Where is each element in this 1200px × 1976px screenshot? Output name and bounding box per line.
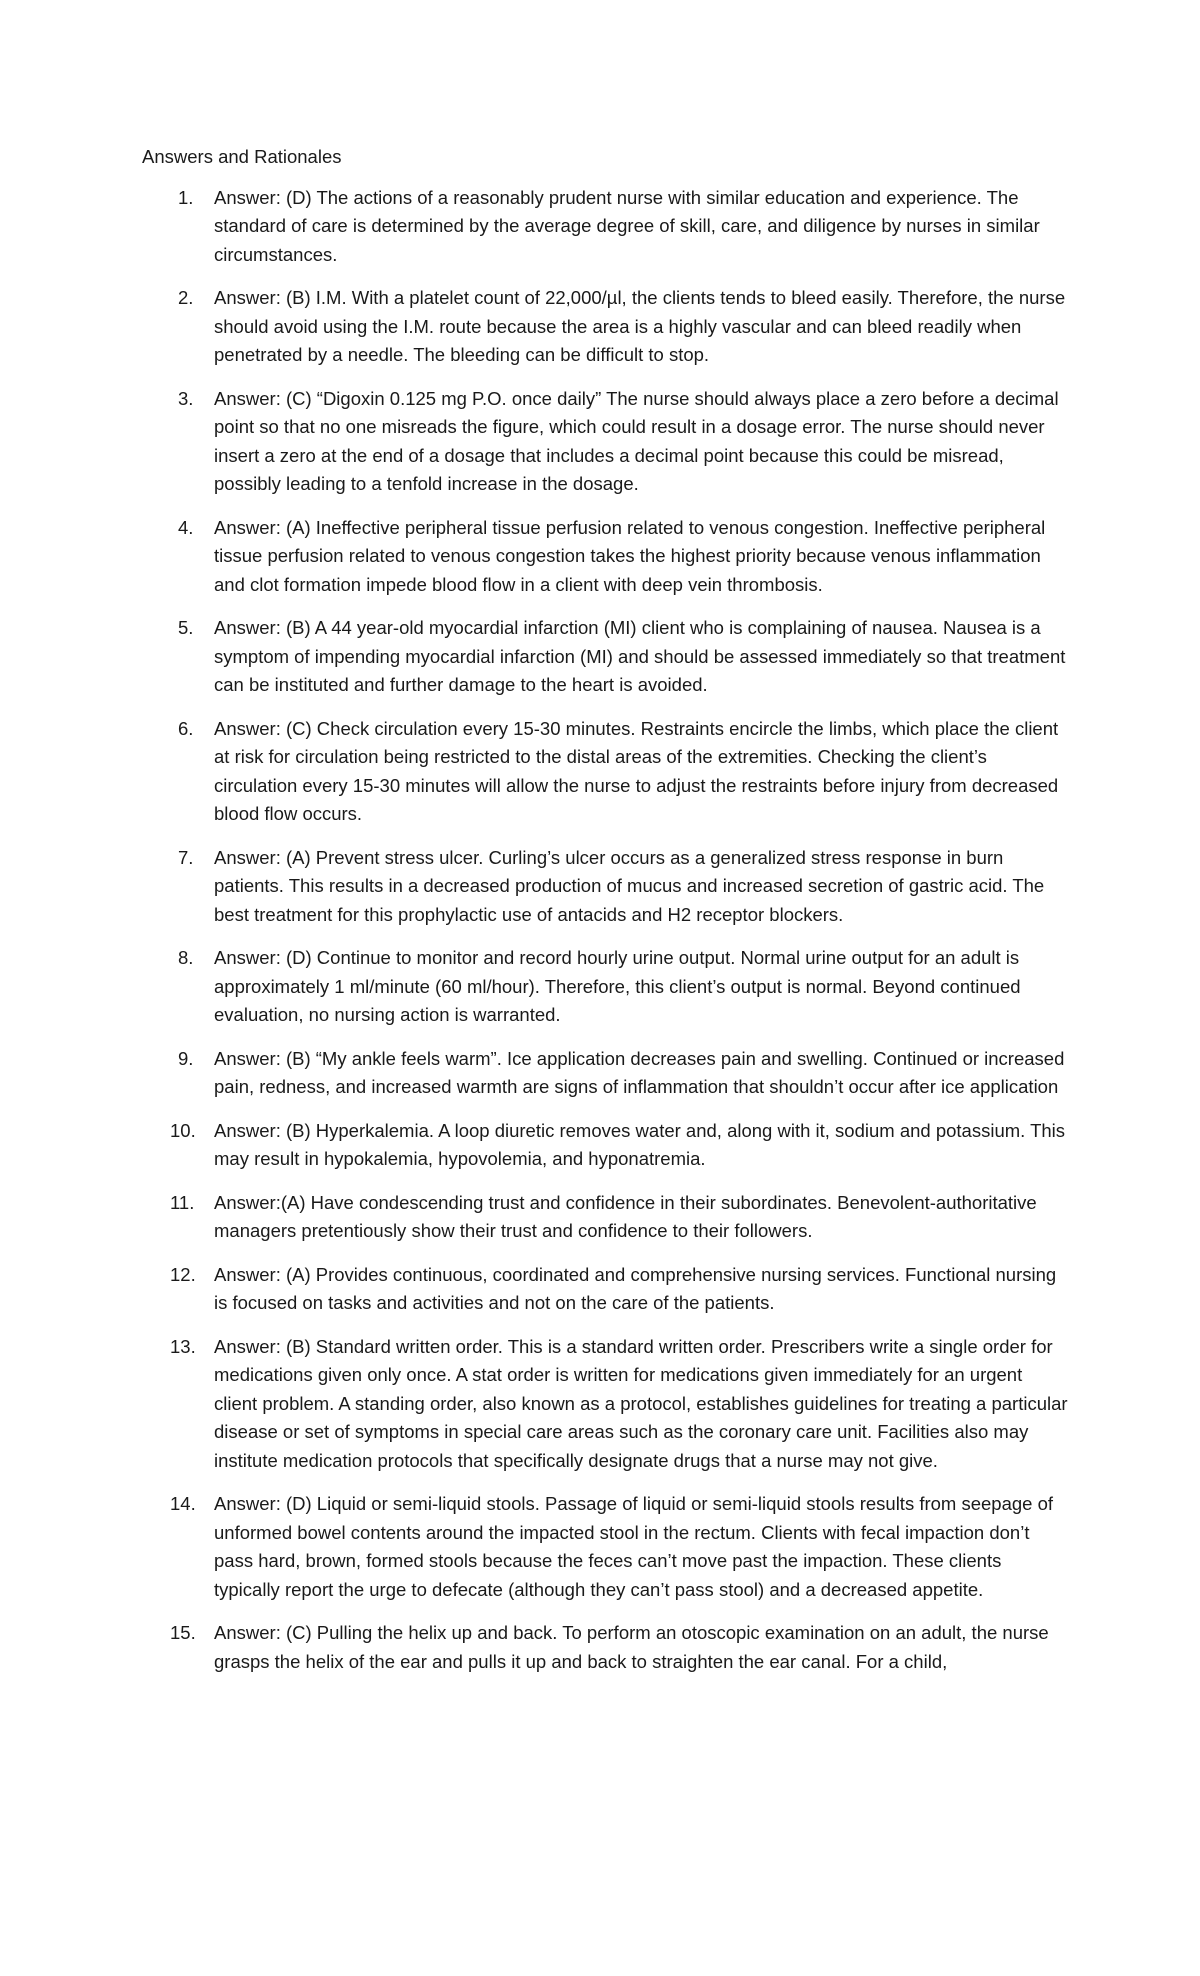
item-text: Answer: (B) “My ankle feels warm”. Ice application decreases pain and swelling. Continued or increased pain, redness, and increased warmth are signs of inflammation that shouldn’t occur after ice application <box>214 1047 1065 1097</box>
item-text: Answer: (B) Standard written order. This is a standard written order. Prescribers write a single order for medications given only once. A stat order is written for medications given immediately for an urgent client problem. A standing order, also known as a protocol, establishes guidelines for treating a particular disease or set of symptoms in special care areas such as the coronary care unit. Facilities also may institute medication protocols that specifically designate drugs that a nurse may not give. <box>214 1335 1068 1471</box>
answer-item <box>142 1117 1070 1174</box>
item-text: Answer: (A) Provides continuous, coordinated and comprehensive nursing services. Functional nursing is focused on tasks and activities and not on the care of the patients. <box>214 1263 1057 1313</box>
answer-item <box>142 944 1070 1030</box>
document-title: Answers and Rationales <box>142 146 342 167</box>
answer-item <box>142 385 1070 499</box>
item-text: Answer:(A) Have condescending trust and confidence in their subordinates. Benevolent-authoritative managers pretentiously show their trust and confidence to their followers. <box>214 1191 1037 1241</box>
item-number: 1. <box>178 186 194 208</box>
item-number: 15. <box>170 1622 196 1643</box>
item-text: Answer: (D) Liquid or semi-liquid stools. Passage of liquid or semi-liquid stools results from seepage of unformed bowel contents around the impacted stool in the rectum. Clients with fecal impaction don’t pass hard, brown, formed stools because the feces can’t move past the impaction. These clients typically report the urge to defecate (although they can’t pass stool) and a decreased appetite. <box>214 1493 1054 1600</box>
item-text: Answer: (A) Ineffective peripheral tissue perfusion related to venous congestion. Ineffective peripheral tissue perfusion related to venous congestion takes the highest priority because venous inflammation and clot formation impede blood flow in a client with deep vein thrombosis. <box>214 516 1046 595</box>
item-text: Answer: (B) I.M. With a platelet count of 22,000/µl, the clients tends to bleed easily. Therefore, the nurse should avoid using the I.M. route because the area is a highly vascular and can bleed readily when penetrated by a needle. The bleeding can be difficult to stop. <box>214 287 1066 365</box>
item-text: Answer: (C) Pulling the helix up and back. To perform an otoscopic examination on an adult, the nurse grasps the helix of the ear and pulls it up and back to straighten the ear canal. For a child, <box>214 1622 1049 1672</box>
answer-item <box>142 1619 1070 1676</box>
item-text: Answer: (C) “Digoxin 0.125 mg P.O. once daily” The nurse should always place a zero before a decimal point so that no one misreads the figure, which could result in a dosage error. The nurse should never insert a zero at the end of a dosage that includes a decimal point because this could be misread, possibly leading to a tenfold increase in the dosage. <box>214 387 1059 494</box>
answer-item <box>142 1045 1070 1102</box>
item-number: 4. <box>178 516 194 538</box>
item-number: 8. <box>178 947 194 968</box>
item-number: 5. <box>178 617 194 638</box>
item-number: 9. <box>178 1047 194 1069</box>
item-number: 2. <box>178 287 194 308</box>
item-number: 11. <box>170 1191 195 1213</box>
item-number: 6. <box>178 717 194 739</box>
item-text: Answer: (D) Continue to monitor and record hourly urine output. Normal urine output for an adult is approximately 1 ml/minute (60 ml/hour). Therefore, this client’s output is normal. Beyond continued evaluation, no nursing action is warranted. <box>214 947 1021 1025</box>
item-text: Answer: (A) Prevent stress ulcer. Curling’s ulcer occurs as a generalized stress response in burn patients. This results in a decreased production of mucus and increased secretion of gastric acid. The best treatment for this prophylactic use of antacids and H2 receptor blockers. <box>214 846 1045 925</box>
answer-item <box>142 184 1070 270</box>
item-text: Answer: (D) The actions of a reasonably prudent nurse with similar education and experience. The standard of care is determined by the average degree of skill, care, and diligence by nurses in similar circumstances. <box>214 186 1040 265</box>
item-text: Answer: (B) Hyperkalemia. A loop diuretic removes water and, along with it, sodium and potassium. This may result in hypokalemia, hypovolemia, and hyponatremia. <box>214 1119 1066 1169</box>
answer-item <box>142 1261 1070 1318</box>
answer-item <box>142 844 1070 930</box>
answer-item <box>142 284 1070 370</box>
answer-item <box>142 1490 1070 1604</box>
item-number: 12. <box>170 1263 196 1285</box>
answer-item <box>142 1189 1070 1246</box>
item-number: 13. <box>170 1335 196 1357</box>
answer-item <box>142 514 1070 600</box>
item-number: 14. <box>170 1493 196 1514</box>
answers-list <box>142 184 1070 1677</box>
answer-item <box>142 614 1070 700</box>
item-number: 7. <box>178 846 194 868</box>
answer-item <box>142 715 1070 829</box>
item-number: 10. <box>170 1119 196 1141</box>
answer-item <box>142 1333 1070 1476</box>
item-text: Answer: (C) Check circulation every 15-30 minutes. Restraints encircle the limbs, which place the client at risk for circulation being restricted to the distal areas of the extremities. Checking the client’s circulation every 15-30 minutes will allow the nurse to adjust the restraints before injury from decreased blood flow occurs. <box>214 717 1059 824</box>
item-text: Answer: (B) A 44 year-old myocardial infarction (MI) client who is complaining of nausea. Nausea is a symptom of impending myocardial infarction (MI) and should be assessed immediately so that treatment can be instituted and further damage to the heart is avoided. <box>214 617 1066 695</box>
item-number: 3. <box>178 387 194 409</box>
